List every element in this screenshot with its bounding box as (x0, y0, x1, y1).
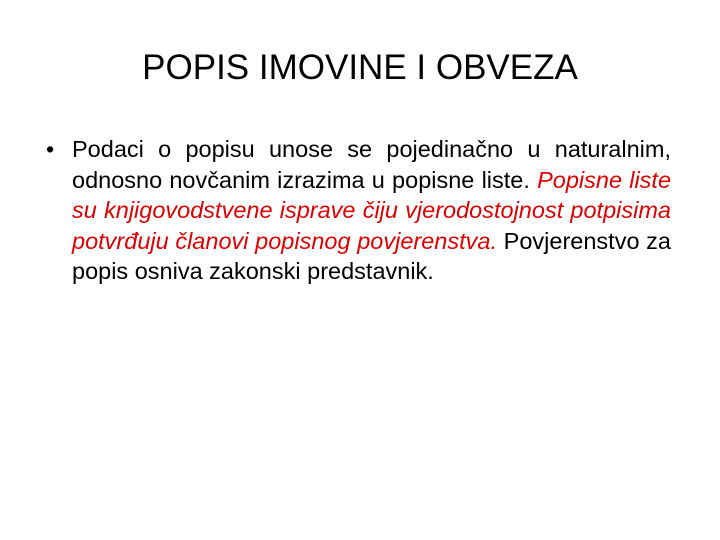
bullet-item (46, 134, 671, 287)
paragraph-text-highlight: Popisne liste su knjigovodstvene isprave čiju vjerodostojnost potpisima potvrđuju članovi popisnog povjerenstva. (72, 166, 672, 254)
paragraph-text-part3: Povjerenstvo za popis osniva zakonski predstavnik. (72, 227, 672, 284)
slide-title: POPIS IMOVINE I OBVEZA (142, 48, 578, 87)
slide-body (46, 134, 671, 287)
paragraph-text-part1: Podaci o popisu unose se pojedinačno u naturalnim, odnosno novčanim izrazima u popisne liste. (72, 136, 671, 193)
bullet-icon: • (46, 136, 55, 162)
